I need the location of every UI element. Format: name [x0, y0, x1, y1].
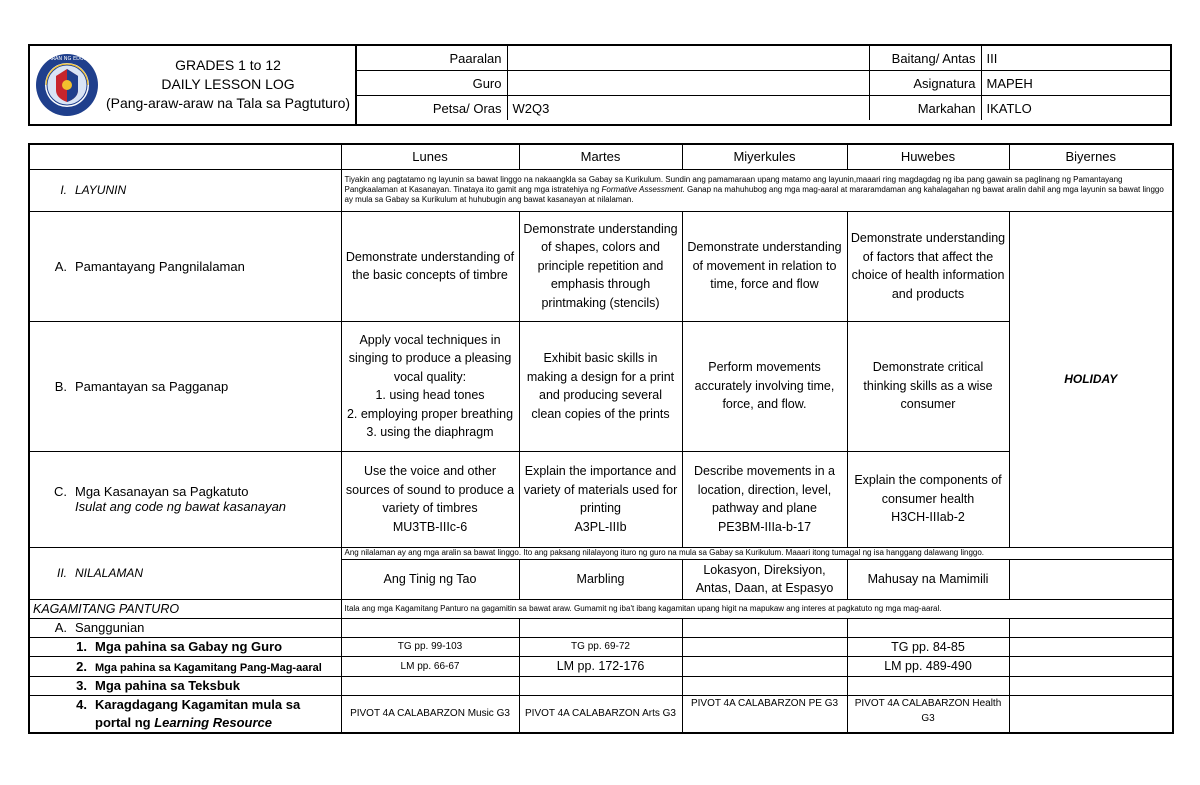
biyernes-holiday-cell: HOLIDAY	[1009, 211, 1173, 547]
markahan-field[interactable]: IKATLO	[981, 96, 1170, 121]
nilalaman-miyerkules-cell: Lokasyon, Direksiyon, Antas, Daan, at Espasyo	[682, 559, 847, 599]
teksbuk-label	[29, 676, 341, 695]
corner-cell	[29, 144, 341, 169]
karagdagang-kagamitan-label	[29, 695, 341, 733]
row-c-sublabel: Isulat ang code ng bawat kasanayan	[75, 499, 287, 514]
row-b-num: B.	[54, 378, 67, 394]
layunin-note	[341, 169, 1173, 211]
sanggunian-lunes-cell	[341, 618, 519, 637]
guro-label: Guro	[357, 71, 507, 96]
day-header-miyerkules: Miyerkules	[682, 144, 847, 169]
b-martes-cell: Exhibit basic skills in making a design for a print and producing several clean copies of the prints	[519, 321, 682, 451]
c-lunes-code: MU3TB-IIIc-6	[392, 519, 468, 534]
layunin-row	[29, 169, 1173, 211]
gabay-huwebes-cell: TG pp. 84-85	[847, 637, 1009, 657]
c-lunes-text: Use the voice and other sources of sound to produce a variety of timbres	[345, 464, 515, 515]
b-lunes-line-2: 1. using head tones	[375, 388, 485, 402]
seal-text: KAGAWARAN NG EDUKASYON	[30, 56, 104, 62]
kagamitang-panturo-note: Itala ang mga Kagamitang Panturo na gagamitin sa bawat araw. Gumamit ng iba't ibang kagamitan upang higit na mapukaw ang interes at pagkatuto ng mga mag-aaral.	[341, 599, 1173, 618]
gabay-lunes-cell: TG pp. 99-103	[341, 637, 519, 657]
day-header-lunes: Lunes	[341, 144, 519, 169]
b-lunes-line-3: 2. employing proper breathing	[346, 406, 514, 421]
petsa-field[interactable]: W2Q3	[507, 96, 869, 121]
layunin-note-pre: Tiyakin ang pagtatamo ng layunin sa bawat linggo na nakaangkla sa Gabay sa Kurikulum. Sundin ang pamamaraan upang matamo ang layunin,maaari ring magdagdag ng iba pang gawain sa paglinang ng Pamantayang Pangkaalaman at Kasanayan. Tinataya ito gamit ang mga istratehiya ng	[344, 175, 1123, 194]
kagamitang-pang-mag-aaral-row	[29, 657, 1173, 677]
nilalaman-huwebes-cell: Mahusay na Mamimili	[847, 559, 1009, 599]
pamantayan-sa-pagganap-label	[29, 321, 341, 451]
asignatura-label: Asignatura	[869, 71, 981, 96]
title-line-1: GRADES 1 to 12	[175, 57, 281, 73]
nilalaman-note-row	[29, 547, 1173, 559]
c-miyerkules-code: PE3BM-IIIa-b-17	[717, 519, 812, 534]
teksbuk-text: Mga pahina sa Teksbuk	[95, 678, 240, 693]
gabay-text: Mga pahina sa Gabay ng Guro	[95, 639, 283, 655]
gabay-biyernes-cell	[1009, 637, 1173, 657]
gabay-num: 1.	[76, 639, 87, 655]
a-martes-cell: Demonstrate understanding of shapes, colors and principle repetition and emphasis through printmaking (stencils)	[519, 211, 682, 321]
teksbuk-huwebes-cell	[847, 676, 1009, 695]
teksbuk-martes-cell	[519, 676, 682, 695]
b-lunes-line-4: 3. using the diaphragm	[366, 425, 494, 439]
sanggunian-num: A.	[54, 620, 67, 635]
c-martes-code: A3PL-IIIb	[574, 519, 627, 534]
teksbuk-num: 3.	[76, 678, 87, 693]
c-huwebes-text: Explain the components of consumer health	[854, 473, 1002, 506]
teksbuk-row	[29, 676, 1173, 695]
markahan-label: Markahan	[869, 96, 981, 121]
day-header-biyernes: Biyernes	[1009, 144, 1173, 169]
teksbuk-miyerkules-cell	[682, 676, 847, 695]
sanggunian-label	[29, 618, 341, 637]
day-header-martes: Martes	[519, 144, 682, 169]
kasanayan-sa-pagkatuto-label	[29, 451, 341, 547]
kagamitang-pang-mag-aaral-label	[29, 657, 341, 677]
kagamitang-panturo-label: KAGAMITANG PANTURO	[29, 599, 341, 618]
nilalaman-label	[29, 547, 341, 599]
b-lunes-line-1: Apply vocal techniques in singing to produce a pleasing vocal quality:	[348, 332, 512, 384]
row-b-text: Pamantayan sa Pagganap	[75, 378, 229, 394]
karagdagang-kagamitan-row	[29, 695, 1173, 733]
karagdagang-lunes-cell: PIVOT 4A CALABARZON Music G3	[341, 695, 519, 733]
row-kasanayan-sa-pagkatuto	[29, 451, 1173, 547]
b-lunes-cell	[341, 321, 519, 451]
layunin-label	[29, 169, 341, 211]
sanggunian-miyerkules-cell	[682, 618, 847, 637]
c-martes-text: Explain the importance and variety of materials used for printing	[523, 464, 678, 515]
c-martes-cell	[519, 451, 682, 547]
row-c-text: Mga Kasanayan sa Pagkatuto	[75, 484, 249, 499]
karagdagang-miyerkules-cell: PIVOT 4A CALABARZON PE G3	[682, 695, 847, 733]
header-row-paaralan	[357, 46, 1170, 71]
header-row-petsa	[357, 96, 1170, 121]
karagdagang-biyernes-cell	[1009, 695, 1173, 733]
karagdagang-num: 4.	[76, 696, 87, 712]
kagamitang-panturo-row	[29, 599, 1173, 618]
a-miyerkules-cell: Demonstrate understanding of movement in relation to time, force and flow	[682, 211, 847, 321]
karagdagang-martes-cell: PIVOT 4A CALABARZON Arts G3	[519, 695, 682, 733]
nilalaman-num: II.	[56, 566, 67, 580]
days-header-row	[29, 144, 1173, 169]
nilalaman-lunes-cell: Ang Tinig ng Tao	[341, 559, 519, 599]
karagdagang-line-2-pre: portal ng	[95, 714, 155, 730]
lesson-log-table	[28, 143, 1174, 734]
row-pamantayan-sa-pagganap	[29, 321, 1173, 451]
kagamitang-pm-text: Mga pahina sa Kagamitang Pang-Mag-aaral	[95, 661, 322, 674]
lesson-log-header	[28, 44, 1172, 126]
gabay-ng-guro-row	[29, 637, 1173, 657]
row-c-num: C.	[54, 484, 67, 499]
nilalaman-note: Ang nilalaman ay ang mga aralin sa bawat linggo. Ito ang paksang nilalayong ituro ng guro na mula sa Gabay sa Kurikulum. Maaari itong tumagal ng isa hanggang dalawang linggo.	[341, 547, 1173, 559]
sanggunian-martes-cell	[519, 618, 682, 637]
sanggunian-text: Sanggunian	[75, 620, 145, 635]
c-miyerkules-cell	[682, 451, 847, 547]
title-line-3: (Pang-araw-araw na Tala sa Pagtuturo)	[105, 95, 351, 111]
c-miyerkules-text: Describe movements in a location, direction, level, pathway and plane	[693, 464, 836, 515]
kagamitang-pm-biyernes-cell	[1009, 657, 1173, 677]
paaralan-label: Paaralan	[357, 46, 507, 71]
baitang-field[interactable]: III	[981, 46, 1170, 71]
baitang-label: Baitang/ Antas	[869, 46, 981, 71]
karagdagang-huwebes-cell: PIVOT 4A CALABARZON Health G3	[847, 695, 1009, 733]
b-huwebes-cell: Demonstrate critical thinking skills as a wise consumer	[847, 321, 1009, 451]
sanggunian-huwebes-cell	[847, 618, 1009, 637]
paaralan-field[interactable]	[507, 46, 869, 71]
header-row-guro	[357, 71, 1170, 96]
kagamitang-pm-num: 2.	[76, 658, 87, 674]
kagamitang-pm-martes-cell: LM pp. 172-176	[519, 657, 682, 677]
teksbuk-biyernes-cell	[1009, 676, 1173, 695]
row-a-num: A.	[54, 258, 67, 274]
sanggunian-biyernes-cell	[1009, 618, 1173, 637]
pamantayang-pangnilalaman-label	[29, 211, 341, 321]
teksbuk-lunes-cell	[341, 676, 519, 695]
karagdagang-line-1: Karagdagang Kagamitan mula sa	[95, 696, 301, 712]
page-title	[100, 56, 356, 113]
kagamitang-pm-miyerkules-cell	[682, 657, 847, 677]
kagamitang-pm-lunes-cell: LM pp. 66-67	[341, 657, 519, 677]
title-line-2: DAILY LESSON LOG	[161, 76, 295, 92]
a-lunes-cell: Demonstrate understanding of the basic concepts of timbre	[341, 211, 519, 321]
gabay-martes-cell: TG pp. 69-72	[519, 637, 682, 657]
day-header-huwebes: Huwebes	[847, 144, 1009, 169]
layunin-num: I.	[60, 183, 67, 197]
c-huwebes-code: H3CH-IIIab-2	[891, 510, 965, 525]
gabay-miyerkules-cell	[682, 637, 847, 657]
sanggunian-row	[29, 618, 1173, 637]
a-huwebes-cell: Demonstrate understanding of factors that affect the choice of health information and products	[847, 211, 1009, 321]
row-pamantayang-pangnilalaman	[29, 211, 1173, 321]
row-a-text: Pamantayang Pangnilalaman	[75, 258, 245, 274]
nilalaman-text: NILALAMAN	[75, 566, 144, 580]
karagdagang-line-2-em: Learning Resource	[154, 714, 272, 730]
b-miyerkules-cell: Perform movements accurately involving time, force, and flow.	[682, 321, 847, 451]
nilalaman-martes-cell: Marbling	[519, 559, 682, 599]
c-lunes-cell	[341, 451, 519, 547]
layunin-note-em: Formative Assessment.	[601, 185, 685, 194]
nilalaman-biyernes-cell	[1009, 559, 1173, 599]
c-huwebes-cell	[847, 451, 1009, 547]
deped-seal-icon	[30, 52, 104, 118]
layunin-text: LAYUNIN	[75, 183, 127, 197]
kagamitang-pm-huwebes-cell: LM pp. 489-490	[847, 657, 1009, 677]
layunin-note-post: Ganap na mahuhubog ang mga mag-aaral at mararamdaman ang kahalagahan ng bawat aralin dahil ang mga layunin sa bawat linggo ay mula sa Gabay sa Kurikulum at huhubugin ang bawat kasanayan at nilalaman.	[344, 185, 1164, 204]
asignatura-field[interactable]: MAPEH	[981, 71, 1170, 96]
gabay-ng-guro-label	[29, 637, 341, 657]
petsa-label: Petsa/ Oras	[357, 96, 507, 121]
header-fields-table	[357, 46, 1170, 120]
guro-field[interactable]	[507, 71, 869, 96]
